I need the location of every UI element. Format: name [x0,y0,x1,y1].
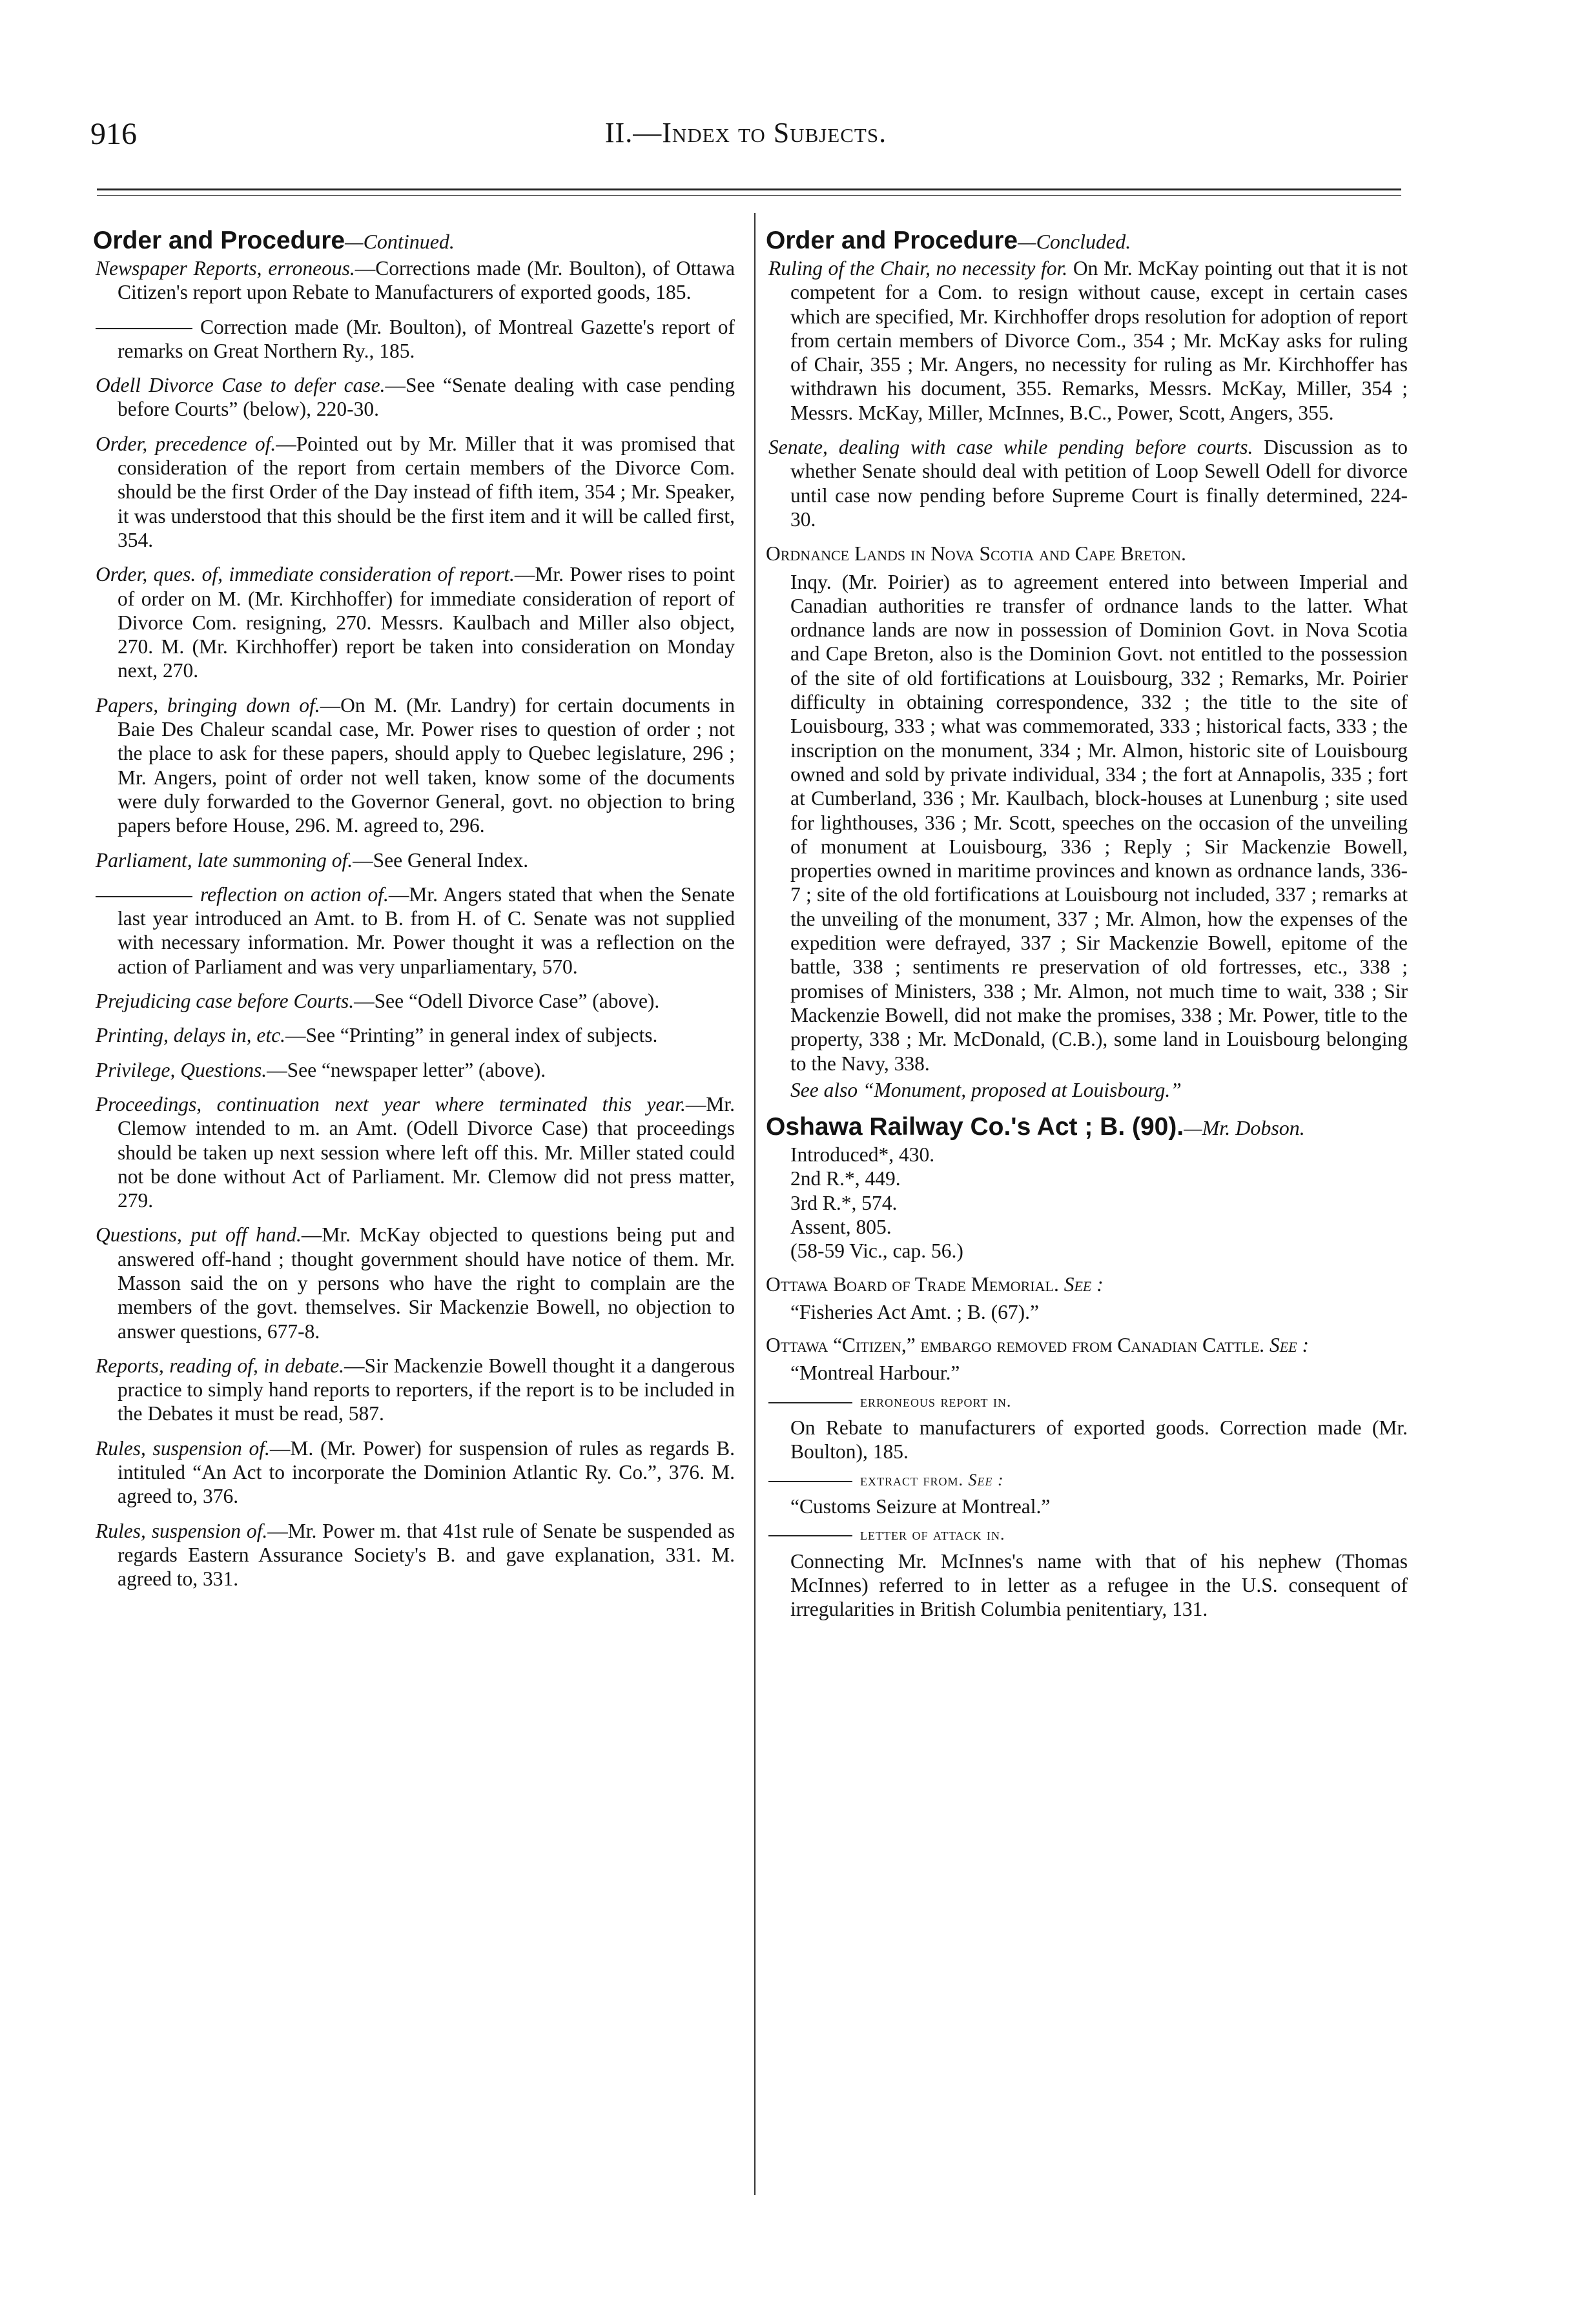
repeat-dash [768,1481,852,1482]
index-entry [96,882,735,979]
entry-subject: Order, ques. of, immediate consideration of report. [96,563,515,586]
right-column [768,226,1408,1621]
heading-continued: —Continued. [345,230,455,253]
entry-text: —Mr. Clemow intended to m. an Amt. (Odell Divorce Case) that proceedings should be taken up next session where left off this. Mr. Miller stated could not be done without Act of Parliament. Mr. Clemow did not press matter, 279. [118,1092,735,1212]
section-heading [766,226,1408,256]
see-label: See : [1064,1272,1104,1296]
entry-subject: Odell Divorce Case to defer case. [96,374,386,397]
index-entry [96,562,735,682]
ordnance-text: Inqy. (Mr. Poirier) as to agreement entered into between Imperial and Canadian authorities re transfer of ordnance lands to the latter. What ordnance lands are now in possession of Dominion Govt. in Nova Scotia and Cape Breton, also is the Dominion Govt. not entitled to the possession of the site of old fortifications at Louisbourg, 332 ; Remarks, Mr. Poirier difficulty in obtaining correspondence, 332 ; the title to the site of Louisbourg, 333 ; what was commemorated, 333 ; historical facts, 333 ; the inscription on the monument, 334 ; Mr. Almon, historic site of Louisbourg owned and sold by private individual, 334 ; the fort at Annapolis, 335 ; fort at Cumberland, 336 ; Mr. Kaulbach, block-houses at Lunenburg ; site used for lighthouses, 336 ; Mr. Scott, speeches on the occasion of the unveiling of monument at Louisbourg, 336 ; Reply ; Sir Mackenzie Bowell, properties owned in maritime provinces and known as ordnance lands, 336-7 ; site of the old fortifications at Louisbourg not included, 337 ; remarks at the unveiling of the monument, 337 ; Mr. Almon, how the expenses of the expedition were defrayed, 337 ; Sir Mackenzie Bowell, epitome of the battle, 338 ; sentiments re preservation of old fortresses, etc., 338 ; promises of Ministers, 338 ; Mr. Almon, not much time to wait, 338 ; Sir Mackenzie Bowell, did not make the promises, 338 ; Mr. Power, title to the property, 338 ; Mr. McDonald, (C.B.), some land in Louisbourg belonging to the Navy, 338. [790,570,1408,1075]
right-entries [768,256,1408,531]
left-column [93,226,735,1602]
index-entry [768,256,1408,425]
index-entry [96,1519,735,1591]
entry-text: —See “newspaper letter” (above). [267,1058,546,1081]
ottawa-board-heading [766,1272,1408,1296]
index-entry [96,432,735,552]
subentry-label [768,1522,1408,1546]
bill-stage: Introduced*, 430. [790,1143,935,1167]
oshawa-heading [766,1112,1408,1143]
ordnance-heading: Ordnance Lands in Nova Scotia and Cape Breton. [766,542,1186,566]
oshawa-sponsor: —Mr. Dobson. [1184,1116,1305,1140]
subentry-label-text: letter of attack in. [860,1525,1005,1544]
repeat-dash [768,1535,852,1536]
entry-text: —Mr. Power m. that 41st rule of Senate be suspended as regards Eastern Assurance Society's B. and gave explanation, 331. M. agreed to, 331. [118,1519,735,1591]
subentry-text: Connecting Mr. McInnes's name with that of his nephew (Thomas McInnes) referred to in letter as a refugee in the U.S. consequent of irregularities in British Columbia penitentiary, 131. [790,1549,1408,1621]
index-entry [96,373,735,422]
bill-stage: 3rd R.*, 574. [790,1191,898,1214]
running-title: II.—Index to Subjects. [604,117,887,148]
entry-text: —See General Index. [353,848,529,872]
entry-subject: Newspaper Reports, erroneous. [96,257,355,280]
entry-subject: Order, precedence of. [96,432,276,455]
page-header [90,116,1401,168]
entry-text: —See “Printing” in general index of subjects. [285,1024,658,1047]
header-rule-thin [97,195,1401,196]
entry-subject: Rules, suspension of. [96,1519,268,1542]
ottawa-citizen-ref: “Montreal Harbour.” [790,1361,960,1385]
entry-text: —Mr. McKay objected to questions being put and answered off-hand ; thought government should have notice of them. Mr. Masson said the on y persons who have the right to complain are the members of the govt. themselves. Sir Mackenzie Bowell, no objection to answer questions, 677-8. [118,1223,735,1343]
index-entry [96,1092,735,1212]
entry-subject: Papers, bringing down of. [96,693,320,717]
subentry-label [768,1389,1408,1413]
section-heading [93,226,735,256]
ottawa-citizen-heading [766,1333,1408,1357]
entry-subject: Privilege, Questions. [96,1058,267,1081]
ottawa-board-title: Ottawa Board of Trade Memorial. [766,1272,1059,1296]
ottawa-citizen-title: Ottawa “Citizen,” embargo removed from Canadian Cattle. [766,1334,1265,1357]
left-entries [96,256,735,1591]
index-entry [96,693,735,838]
subentry-label-text: erroneous report in. [860,1391,1012,1411]
index-entry [96,256,735,305]
oshawa-title: Oshawa Railway Co.'s Act ; B. (90). [766,1113,1184,1141]
entry-subject: Proceedings, continuation next year where terminated this year. [96,1092,686,1116]
entry-subject: Rules, suspension of. [96,1436,270,1460]
entry-text: Discussion as to whether Senate should deal with petition of Loop Sewell Odell for divorce until case now pending before Supreme Court is finally determined, 224-30. [790,436,1408,531]
entry-subject: Senate, dealing with case while pending before courts. [768,436,1253,459]
page-number: 916 [90,117,137,151]
see-also: See also “Monument, proposed at Louisbourg.” [790,1078,1182,1101]
ottawa-board-ref: “Fisheries Act Amt. ; B. (67).” [790,1300,1039,1323]
index-entry [96,1223,735,1343]
entry-subject: Questions, put off hand. [96,1223,302,1247]
entry-text: —On M. (Mr. Landry) for certain documents in Baie Des Chaleur scandal case, Mr. Power rises to question of order ; not the place to ask for these papers, should apply to Quebec legislature, 296 ; Mr. Angers, point of order not well taken, know some of the documents were duly forwarded to the Governor General, govt. no objection to bring papers before House, 296. M. agreed to, 296. [118,693,735,837]
repeat-dash [96,328,192,329]
bill-stage: (58-59 Vic., cap. 56.) [790,1239,963,1263]
index-entry [96,1354,735,1426]
heading-concluded: —Concluded. [1018,230,1131,253]
heading-text: Order and Procedure [93,227,345,254]
subentry-text: “Customs Seizure at Montreal.” [790,1494,1051,1518]
ottawa-citizen-subentries [768,1389,1408,1622]
entry-subject: reflection on action of. [200,882,389,906]
entry-subject: Prejudicing case before Courts. [96,990,355,1013]
bill-stage: Assent, 805. [790,1215,892,1238]
entry-text: —See “Odell Divorce Case” (above). [354,990,660,1013]
see-label: See : [1269,1334,1309,1357]
entry-text: —Pointed out by Mr. Miller that it was promised that consideration of the report from certain members of the Divorce Com. should be the first Order of the Day instead of fifth item, 354 ; Mr. Speaker, it was understood that this should be the first item and it will be called first, 354. [118,432,735,551]
index-entry [96,989,735,1013]
entry-text: —Sir Mackenzie Bowell thought it a dangerous practice to simply hand reports to reporters, if the report is to be included in the Debates it must be read, 587. [118,1354,735,1425]
entry-text: —Mr. Power rises to point of order on M. (Mr. Kirchhoffer) for immediate consideration of report of Divorce Com. resigning, 270. Messrs. Kaulbach and Miller also object, 270. M. (Mr. Kirchhoffer) report be taken into consideration on Monday next, 270. [118,563,735,682]
repeat-dash [768,1402,852,1403]
ordnance-entry [768,570,1408,1075]
entry-text: —See “Senate dealing with case pending before Courts” (below), 220-30. [118,374,735,421]
index-entry [96,1436,735,1509]
entry-text: —Mr. Angers stated that when the Senate last year introduced an Amt. to B. from H. of C. Senate was not supplied with necessary information. Mr. Power thought it was a reflection on the action of Parliament and was very unparliamentary, 570. [118,882,735,978]
see-label: See : [968,1470,1004,1489]
entry-subject: Printing, delays in, etc. [96,1024,285,1047]
subentry-label [768,1468,1408,1492]
subentry-text: On Rebate to manufacturers of exported goods. Correction made (Mr. Boulton), 185. [790,1416,1408,1463]
subentry-label-text: extract from. [860,1470,964,1489]
bill-stage: 2nd R.*, 449. [790,1167,901,1190]
entry-subject: Reports, reading of, in debate. [96,1354,344,1377]
entry-text: —M. (Mr. Power) for suspension of rules as regards B. intituled “An Act to incorporate the Dominion Atlantic Ry. Co.”, 376. M. agreed to, 376. [118,1436,735,1508]
repeat-dash [96,896,192,897]
index-entry [768,435,1408,531]
header-rule [97,189,1401,190]
column-divider [754,213,756,2195]
entry-subject: Ruling of the Chair, no necessity for. [768,257,1068,280]
entry-text: On Mr. McKay pointing out that it is not competent for a Com. to resign without cause, except in certain cases which are specified, Mr. Kirchhoffer drops resolution for adoption of report from certain members of Divorce Com., 354 ; Mr. McKay asks for ruling of Chair, 355 ; Mr. Angers, no necessity for ruling as Mr. Kirchhoffer has withdrawn his document, 355. Remarks, Messrs. McKay, Miller, 354 ; Messrs. McKay, Miller, McInnes, B.C., Power, Scott, Angers, 355. [790,257,1408,424]
index-entry [96,1023,735,1047]
index-entry [96,315,735,363]
entry-subject: Parliament, late summoning of. [96,848,353,872]
heading-text: Order and Procedure [766,227,1018,254]
entry-text: Correction made (Mr. Boulton), of Montreal Gazette's report of remarks on Great Northern Ry., 185. [118,315,735,362]
oshawa-stages [768,1143,1408,1263]
index-entry [96,848,735,872]
index-entry [96,1058,735,1082]
entry-text: —Corrections made (Mr. Boulton), of Ottawa Citizen's report upon Rebate to Manufacturers of exported goods, 185. [118,257,735,304]
